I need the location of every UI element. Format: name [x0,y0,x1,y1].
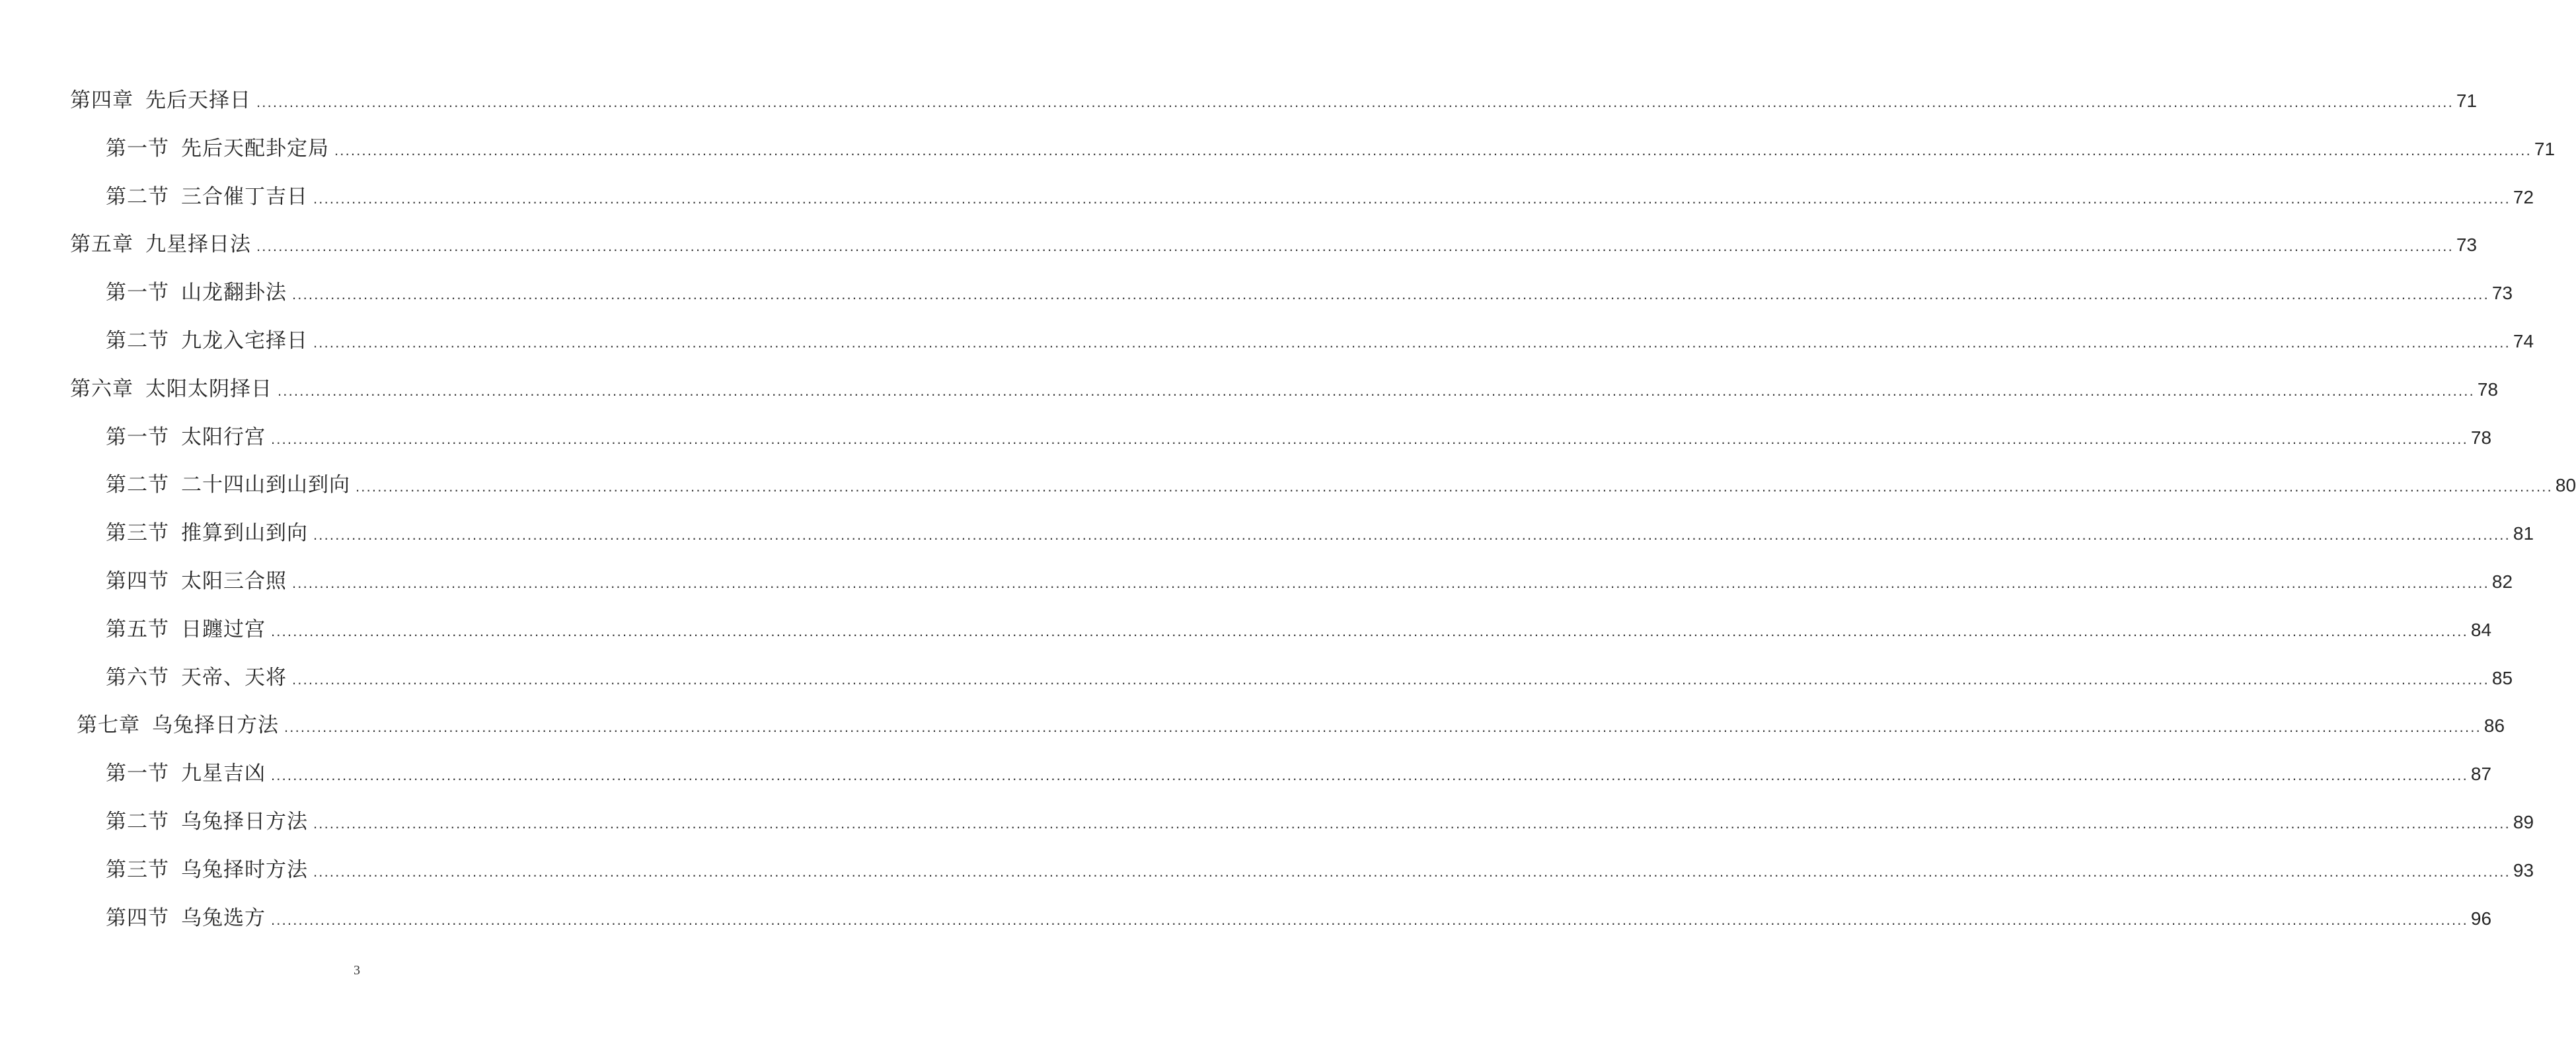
toc-dot-leader: ................................................................................................................................................................................................................................................................................................................................................................................................................ [313,190,2511,207]
toc-chapter-entry[interactable] [77,708,2505,741]
toc-entry-number: 第二节 [106,185,169,209]
toc-section-entry[interactable] [106,516,2534,549]
toc-entry-label [106,756,266,786]
toc-dot-leader: ................................................................................................................................................................................................................................................................................................................................................................................................................ [292,286,2489,303]
toc-entry-label [106,853,308,883]
toc-entry-label [106,564,287,594]
toc-entry-label [106,468,350,497]
toc-entry-number: 第一节 [106,137,169,161]
toc-entry-title: 先后天择日 [145,89,251,112]
toc-entry-title: 太阳太阴择日 [145,377,272,401]
toc-entry-label [70,227,251,257]
toc-entry-number: 第一节 [106,762,169,785]
toc-dot-leader: ................................................................................................................................................................................................................................................................................................................................................................................................................ [256,238,2454,254]
toc-entry-title: 推算到山到向 [181,521,308,545]
toc-section-entry[interactable] [106,564,2513,597]
toc-entry-number: 第五章 [70,233,133,256]
toc-entry-label [106,180,308,209]
toc-section-entry[interactable] [106,901,2492,934]
toc-section-entry[interactable] [106,468,2576,501]
toc-entry-number: 第三节 [106,521,169,545]
toc-entry-title: 九星吉凶 [181,762,266,785]
toc-page-number: 78 [2470,427,2492,448]
toc-entry-title: 日躔过宫 [181,618,266,641]
toc-entry-title: 山龙翻卦法 [181,281,287,305]
toc-entry-title: 三合催丁吉日 [181,185,308,209]
toc-entry-number: 第七章 [77,713,140,737]
toc-section-entry[interactable] [106,180,2534,213]
toc-entry-number: 第一节 [106,425,169,449]
toc-entry-number: 第一节 [106,281,169,305]
toc-section-entry[interactable] [106,853,2534,886]
toc-entry-number: 第三节 [106,858,169,882]
toc-dot-leader: ................................................................................................................................................................................................................................................................................................................................................................................................................ [256,94,2454,110]
toc-page-number: 81 [2513,523,2534,544]
toc-section-entry[interactable] [106,756,2492,789]
toc-entry-number: 第二节 [106,473,169,497]
toc-dot-leader: ................................................................................................................................................................................................................................................................................................................................................................................................................ [271,623,2468,639]
toc-chapter-entry[interactable] [70,83,2478,116]
toc-section-entry[interactable] [106,275,2513,308]
toc-entry-number: 第六节 [106,666,169,690]
toc-entry-title: 九星择日法 [145,233,251,256]
toc-page-number: 89 [2513,812,2534,832]
toc-page-number: 74 [2513,331,2534,351]
toc-dot-leader: ................................................................................................................................................................................................................................................................................................................................................................................................................ [356,478,2553,495]
toc-entry-title: 乌兔择日方法 [152,713,279,737]
toc-entry-label [106,420,266,450]
toc-entry-title: 乌兔择日方法 [181,810,308,834]
toc-page-number: 84 [2470,620,2492,640]
toc-entry-title: 乌兔择时方法 [181,858,308,882]
toc-entry-number: 第二节 [106,810,169,834]
toc-dot-leader: ................................................................................................................................................................................................................................................................................................................................................................................................................ [284,719,2481,735]
toc-dot-leader: ................................................................................................................................................................................................................................................................................................................................................................................................................ [334,142,2532,159]
toc-section-entry[interactable] [106,661,2513,694]
toc-section-entry[interactable] [106,612,2492,645]
toc-entry-label [70,83,251,113]
toc-section-entry[interactable] [106,131,2556,164]
toc-dot-leader: ................................................................................................................................................................................................................................................................................................................................................................................................................ [271,912,2468,928]
toc-entry-number: 第四节 [106,569,169,593]
toc-entry-label [106,661,287,690]
toc-entry-label [106,901,266,931]
toc-dot-leader: ................................................................................................................................................................................................................................................................................................................................................................................................................ [278,382,2475,399]
toc-entry-number: 第四节 [106,906,169,930]
toc-entry-number: 第四章 [70,89,133,112]
toc-page-number: 85 [2491,668,2513,688]
toc-dot-leader: ................................................................................................................................................................................................................................................................................................................................................................................................................ [271,767,2468,783]
toc-entry-title: 天帝、天将 [181,666,287,690]
toc-page-number: 73 [2456,234,2478,255]
toc-dot-leader: ................................................................................................................................................................................................................................................................................................................................................................................................................ [313,526,2511,543]
toc-page-number: 93 [2513,860,2534,881]
toc-page-number: 87 [2470,764,2492,784]
toc-entry-label [106,805,308,834]
toc-page-number: 71 [2534,139,2556,159]
toc-dot-leader: ................................................................................................................................................................................................................................................................................................................................................................................................................ [271,431,2468,447]
toc-page-number: 72 [2513,187,2534,207]
toc-entry-label [106,275,287,305]
toc-section-entry[interactable] [106,324,2534,357]
toc-section-entry[interactable] [106,420,2492,453]
toc-chapter-entry[interactable] [70,227,2478,260]
toc-entry-label [70,372,272,402]
page-number: 3 [354,963,360,978]
toc-dot-leader: ................................................................................................................................................................................................................................................................................................................................................................................................................ [313,863,2511,880]
toc-chapter-entry[interactable] [70,372,2499,405]
toc-dot-leader: ................................................................................................................................................................................................................................................................................................................................................................................................................ [292,575,2489,591]
toc-entry-number: 第六章 [70,377,133,401]
toc-entry-title: 太阳三合照 [181,569,287,593]
toc-dot-leader: ................................................................................................................................................................................................................................................................................................................................................................................................................ [292,671,2489,688]
toc-entry-label [106,131,329,161]
toc-entry-title: 二十四山到山到向 [181,473,350,497]
toc-page-number: 86 [2483,715,2505,736]
toc-page-number: 71 [2456,90,2478,111]
toc-entry-label [106,324,308,353]
toc-dot-leader: ................................................................................................................................................................................................................................................................................................................................................................................................................ [313,334,2511,351]
toc-page-number: 80 [2555,475,2576,495]
toc-entry-number: 第二节 [106,329,169,353]
toc-page-number: 78 [2477,379,2499,400]
toc-entry-number: 第五节 [106,618,169,641]
toc-page-number: 96 [2470,908,2492,929]
toc-entry-label [106,612,266,642]
toc-page-number: 82 [2491,571,2513,592]
toc-entry-title: 乌兔选方 [181,906,266,930]
toc-dot-leader: ................................................................................................................................................................................................................................................................................................................................................................................................................ [313,815,2511,832]
toc-entry-label [77,708,279,738]
toc-section-entry[interactable] [106,805,2534,838]
toc-entry-title: 九龙入宅择日 [181,329,308,353]
toc-entry-label [106,516,308,546]
toc-entry-title: 太阳行宫 [181,425,266,449]
toc-page-number: 73 [2491,283,2513,303]
toc-entry-title: 先后天配卦定局 [181,137,329,161]
